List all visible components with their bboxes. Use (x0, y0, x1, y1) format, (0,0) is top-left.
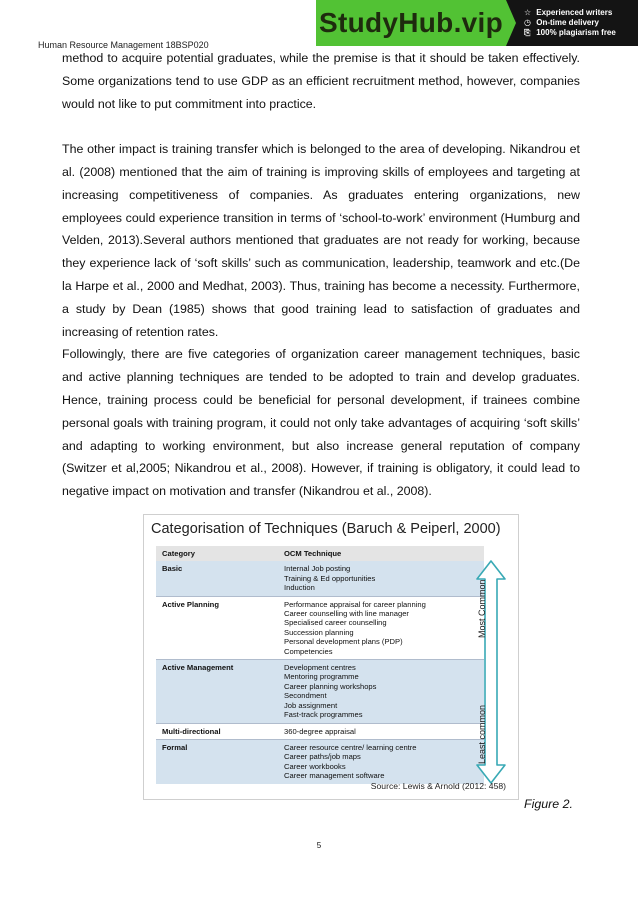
perk-label: 100% plagiarism free (536, 28, 616, 37)
category-cell: Multi-directional (156, 723, 278, 739)
table-row (156, 739, 484, 783)
category-cell: Formal (156, 739, 278, 783)
column-header-technique: OCM Technique (278, 546, 484, 561)
technique-cell: 360-degree appraisal (278, 723, 484, 739)
page-number: 5 (316, 841, 322, 850)
category-cell: Active Management (156, 660, 278, 723)
table-row (156, 723, 484, 739)
brand-logo: StudyHub.vip (318, 7, 504, 38)
running-header: Human Resource Management 18BSP020 (38, 40, 209, 50)
paragraph-training-transfer: The other impact is training transfer which is belonged to the area of developing. Nikandrou et al. (2008) mentioned that the aim of training is improving skills of employees and targeting at increasing competitiveness of companies. As graduates entering organizations, new employees could experience transition in terms of ‘school-to-work’ environment (Humburg and Velden, 2013).Several authors mentioned that graduates are not ready for working, because they experience lack of ‘soft skills’ such as communication, leadership, teamwork and etc.(De la Harpe et al., 2000 and Medhat, 2003). Thus, training has become a necessity. Furthermore, a study by Dean (1985) shows that good training lead to satisfaction of graduates and increasing of retention rates. (62, 142, 580, 339)
perk-label: On-time delivery (536, 18, 599, 27)
paragraph-career-management: Followingly, there are five categories of organization career management techniques, basic and active planning techniques are tended to be adopted to train and develop graduates. Hence, training process could be beneficial for personal development, if trainees combine personal goals with training program, it could not only take advantages of acquiring ‘soft skills’ and adapting to working environment, but also increase general reputation of company (Switzer et al,2005; Nikandrou et al., 2008). However, if training is obligatory, it could lead to negative impact on motivation and transfer (Nikandrou et al., 2008). (62, 347, 580, 499)
least-common-label: Least common (477, 704, 487, 764)
certificate-icon: ⎘ (524, 28, 531, 37)
figure-caption: Figure 2. (524, 797, 573, 811)
techniques-table (156, 546, 484, 784)
table-row (156, 660, 484, 723)
perk-item (524, 8, 616, 17)
column-header-category: Category (156, 546, 278, 561)
brand-logo-box (316, 0, 506, 46)
perks-list (524, 0, 616, 46)
body-text (62, 47, 580, 503)
technique-cell: Performance appraisal for career planning Career counselling with line manager Specialised career counselling Succession planning Personal development plans (PDP) Competencies (278, 596, 484, 659)
most-common-label: Most Common (477, 579, 487, 638)
category-cell: Basic (156, 561, 278, 596)
figure-title: Categorisation of Techniques (Baruch & Peiperl, 2000) (151, 521, 501, 537)
studyhub-banner[interactable] (316, 0, 638, 46)
figure-source: Source: Lewis & Arnold (2012: 458) (370, 781, 506, 791)
technique-cell: Development centres Mentoring programme Career planning workshops Secondment Job assignment Fast-track programmes (278, 660, 484, 723)
table-row (156, 596, 484, 659)
paragraph-recruitment: method to acquire potential graduates, while the premise is that it should be taken effectively. Some organizations tend to use GDP as an efficient recruitment method, however, companies would not like to put commitment into practice. (62, 51, 580, 111)
clock-icon: ◷ (524, 18, 531, 27)
table-row (156, 561, 484, 596)
techniques-figure (143, 514, 519, 800)
technique-cell: Internal Job posting Training & Ed opportunities Induction (278, 561, 484, 596)
perk-item (524, 18, 616, 27)
technique-cell: Career resource centre/ learning centre Career paths/job maps Career workbooks Career management software (278, 739, 484, 783)
perk-item (524, 28, 616, 38)
category-cell: Active Planning (156, 596, 278, 659)
star-icon: ☆ (524, 8, 532, 17)
perk-label: Experienced writers (536, 8, 613, 17)
